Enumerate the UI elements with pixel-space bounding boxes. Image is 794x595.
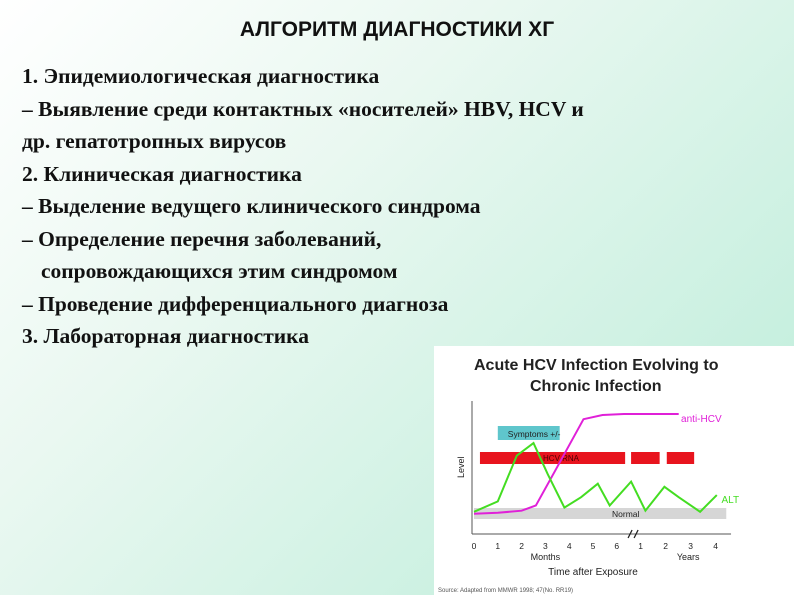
section-2-item-2: – Определение перечня заболеваний, [22, 226, 382, 251]
symptoms-label: Symptoms +/- [507, 429, 561, 439]
hcv-chart-panel [434, 346, 794, 595]
normal-label: Normal [612, 509, 640, 519]
section-1-item-continued: др. гепатотропных вирусов [22, 129, 287, 153]
normal-band [474, 508, 726, 519]
x-tick-month: 5 [590, 541, 596, 551]
x-tick-month: 1 [495, 541, 501, 551]
rna-bar-segment-2 [667, 452, 694, 464]
x-tick-month: 3 [543, 541, 548, 551]
x-tick-month: 6 [614, 541, 620, 551]
hcv-chart [434, 346, 794, 595]
x-tick-year: 1 [638, 541, 643, 551]
x-axis-label: Time after Exposure [548, 567, 638, 578]
rna-bar-segment-1 [631, 452, 660, 464]
x-tick-month: 2 [519, 541, 524, 551]
x-tick-month: 4 [566, 541, 572, 551]
section-1-item: – Выявление среди контактных «носителей» HBV, HCV и [22, 96, 584, 121]
x-tick-year: 4 [713, 541, 718, 551]
x-tick-month: 0 [471, 541, 477, 551]
body-text [22, 60, 782, 353]
section-2-item-1: – Выделение ведущего клинического синдрома [22, 194, 481, 218]
x-unit-months: Months [530, 552, 561, 562]
section-2-heading: 2. Клиническая диагностика [22, 161, 302, 186]
x-unit-years: Years [676, 552, 700, 562]
x-tick-year: 2 [663, 541, 668, 551]
series-label-alt: ALT [721, 495, 740, 506]
rna-label: HCV RNA [543, 454, 580, 463]
section-3-heading: 3. Лабораторная диагностика [22, 324, 309, 348]
y-axis-label: Level [456, 456, 466, 478]
section-2-item-2-continued: сопровождающихся этим синдромом [41, 259, 398, 283]
chart-title-line1: Acute HCV Infection Evolving to [474, 357, 719, 374]
slide-title: АЛГОРИТМ ДИАГНОСТИКИ ХГ [239, 18, 555, 41]
plot-area [438, 401, 739, 594]
chart-title-line2: Chronic Infection [530, 378, 662, 395]
series-label-anti-hcv: anti-HCV [681, 414, 722, 425]
source-note: Source: Adapted from MMWR 1998; 47(No. RR19) [438, 588, 574, 594]
x-tick-year: 3 [688, 541, 693, 551]
section-1-heading: 1. Эпидемиологическая диагностика [22, 64, 380, 88]
section-2-item-3: – Проведение дифференциального диагноза [22, 291, 449, 316]
